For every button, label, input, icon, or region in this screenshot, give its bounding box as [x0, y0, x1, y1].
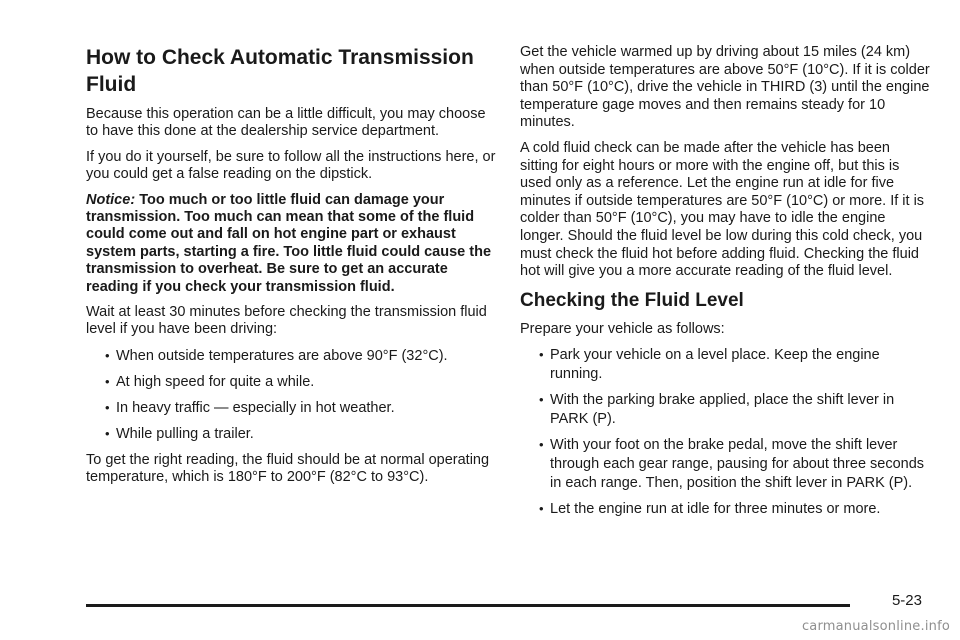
bullet-icon: •	[105, 347, 110, 363]
list-item-text: In heavy traffic — especially in hot weather.	[116, 399, 395, 416]
list-item-text: Let the engine run at idle for three minutes or more.	[550, 501, 881, 518]
warmup-paragraph: Get the vehicle warmed up by driving about 15 miles (24 km) when outside temperatures are above 50°F (10°C). If it is colder than 50°F (10°C), drive the vehicle in THIRD (3) until the engine temperature gage moves and then remains steady for 10 minutes.	[520, 44, 930, 131]
list-item	[520, 500, 930, 519]
list-item	[520, 436, 930, 493]
notice-label: Notice:	[86, 191, 136, 208]
temperature-paragraph: To get the right reading, the fluid should be at normal operating temperature, which is 180°F to 200°F (82°C to 93°C).	[86, 451, 490, 486]
preparation-steps-list	[520, 346, 930, 519]
list-item-text: While pulling a trailer.	[116, 425, 254, 442]
list-item	[520, 391, 930, 429]
section-title: How to Check Automatic Transmission Fluid	[86, 46, 474, 96]
bullet-icon: •	[539, 347, 544, 363]
right-column	[520, 44, 930, 527]
cold-check-paragraph: A cold fluid check can be made after the vehicle has been sitting for eight hours or more with the engine off, but this is used only as a reference. Let the engine run at idle for five minutes if outside temperatures are 50°F (10°C) or more. If it is colder than 50°F (10°C), you may have to idle the engine longer. Should the fluid level be low during this cold check, you must check the fluid hot before adding fluid. Checking the fluid hot will give you a more accurate reading of the fluid level.	[520, 139, 925, 280]
driving-conditions-list	[86, 347, 496, 444]
list-item	[86, 373, 496, 392]
list-item	[86, 425, 496, 444]
bullet-icon: •	[539, 392, 544, 408]
list-item-text: At high speed for quite a while.	[116, 373, 315, 390]
bullet-icon: •	[539, 501, 544, 517]
list-item-text: Park your vehicle on a level place. Keep the engine running.	[550, 347, 880, 383]
list-item-text: With the parking brake applied, place the shift lever in PARK (P).	[550, 392, 895, 428]
bullet-icon: •	[105, 425, 110, 441]
page-number: 5-23	[891, 592, 922, 609]
notice-block	[86, 192, 496, 296]
instructions-paragraph: If you do it yourself, be sure to follow all the instructions here, or you could get a false reading on the dipstick.	[86, 148, 496, 183]
bullet-icon: •	[105, 399, 110, 415]
list-item	[86, 399, 496, 418]
list-item	[86, 347, 496, 366]
left-column	[86, 44, 496, 495]
subsection-heading: Checking the Fluid Level	[520, 289, 744, 311]
watermark: carmanualsonline.info	[801, 619, 950, 634]
bullet-icon: •	[539, 437, 544, 453]
bullet-icon: •	[105, 373, 110, 389]
notice-text: Too much or too little fluid can damage your transmission. Too much can mean that some of the fluid could come out and fall on hot engine part or exhaust system parts, starting a fire. Too little fluid could cause the transmission to overheat. Be sure to get an accurate reading if you check your transmission fluid.	[86, 191, 492, 295]
list-item-text: With your foot on the brake pedal, move the shift lever through each gear range, pausing for about three seconds in each range. Then, position the shift lever in PARK (P).	[550, 437, 925, 492]
intro-paragraph: Because this operation can be a little difficult, you may choose to have this done at the dealership service department.	[86, 106, 486, 140]
list-item	[520, 346, 930, 384]
footer-rule	[86, 604, 850, 607]
list-item-text: When outside temperatures are above 90°F (32°C).	[116, 347, 448, 364]
prepare-paragraph: Prepare your vehicle as follows:	[520, 320, 725, 337]
wait-paragraph: Wait at least 30 minutes before checking the transmission fluid level if you have been driving:	[86, 304, 487, 338]
